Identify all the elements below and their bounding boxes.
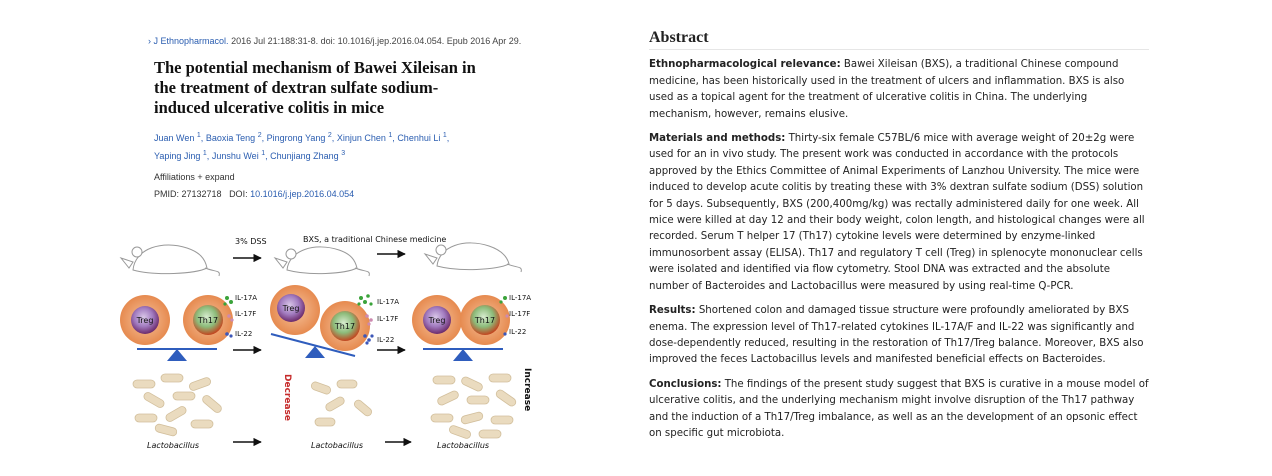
abstract-heading: Abstract: [649, 30, 1149, 50]
doi-link[interactable]: 10.1016/j.jep.2016.04.054: [250, 189, 355, 199]
bacteria-cluster: [431, 374, 517, 440]
il17f-label: IL-17F: [377, 315, 399, 323]
article-ids: PMID: 27132718 DOI: 10.1016/j.jep.2016.04.054: [154, 189, 355, 199]
th17-label: Th17: [474, 316, 496, 325]
lactobacillus-label: Lactobacillus: [147, 441, 200, 450]
mouse-icon: [275, 247, 369, 276]
cell-panel-colitis: [270, 285, 399, 358]
dss-label: 3% DSS: [235, 237, 267, 246]
mouse-icon: [121, 245, 219, 276]
cell-panel-normal: [120, 294, 257, 361]
mouse-icon: [425, 243, 521, 272]
author-link[interactable]: Baoxia Teng $^2$,: [205, 132, 265, 143]
decrease-label: Decrease: [282, 374, 292, 421]
il17a-label: IL-17A: [509, 294, 532, 302]
il17a-label: IL-17A: [377, 298, 400, 306]
pmid: PMID: 27132718: [154, 189, 222, 199]
journal-link[interactable]: › J Ethnopharmacol.: [148, 36, 229, 46]
increase-label: Increase: [522, 368, 532, 412]
author-link[interactable]: Yaping Jing $^1$,: [154, 150, 210, 161]
author-link[interactable]: Chunjiang Zhang $^3$: [270, 150, 346, 161]
il22-label: IL-22: [509, 328, 527, 336]
cell-panel-restored: [412, 294, 531, 361]
lactobacillus-label: Lactobacillus: [311, 441, 364, 450]
il22-label: IL-22: [235, 330, 253, 338]
author-link[interactable]: Juan Wen $^1$,: [154, 132, 204, 143]
bxs-label: BXS, a traditional Chinese medicine: [303, 235, 447, 244]
th17-label: Th17: [334, 322, 356, 331]
affiliations-toggle[interactable]: Affiliations + expand: [154, 172, 235, 182]
author-list: [154, 128, 454, 164]
il17f-label: IL-17F: [509, 310, 531, 318]
treg-label: Treg: [428, 316, 446, 325]
author-link[interactable]: Junshu Wei $^1$,: [211, 150, 268, 161]
abstract-section: Ethnopharmacological relevance: Bawei Xileisan (BXS), a traditional Chinese compound medicine, has been historically used in the treatment of ulcers and inflammation. BXS is also used as a topical agent for the treatment of ulcerative colitis in China. The underlying mechanism, however, remains elusive.: [649, 59, 1125, 120]
il17f-label: IL-17F: [235, 310, 257, 318]
citation-details: 2016 Jul 21:188:31-8. doi: 10.1016/j.jep.2016.04.054. Epub 2016 Apr 29.: [231, 36, 522, 46]
abstract-section: Results: Shortened colon and damaged tissue structure were profoundly ameliorated by BXS enema. The expression level of Th17-related cytokines IL-17A/F and IL-22 was significantly and dose-dependently reduced, resulting in the restoration of Th17/Treg balance. Moreover, BXS also improved the feces Lactobacillus levels and manifested beneficial effects on Bacteroides.: [649, 305, 1144, 366]
bacteria-cluster: [133, 374, 223, 437]
citation-line: [148, 36, 543, 46]
il22-label: IL-22: [377, 336, 395, 344]
author-link[interactable]: Xinjun Chen $^1$,: [336, 132, 395, 143]
article-header: [148, 36, 543, 199]
author-link[interactable]: Chenhui Li $^1$,: [397, 132, 450, 143]
abstract-section: Materials and methods: Thirty-six female C57BL/6 mice with average weight of 20±2g were used for an in vivo study. The present work was conducted in accordance with the protocols approved by the Ethics Committee of Animal Experiments of Lanzhou University. The mice were induced to develop acute colitis by treating these with 3% dextran sulfate sodium (DSS) solution for 5 days. Subsequently, BXS (200,400mg/kg) was rectally administered daily for one week. All mice were killed at day 12 and their body weight, colon length, and histological changes were all recorded. Serum T helper 17 (Th17) cytokine levels were determined by enzyme-linked immunosorbent assay (ELISA). Th17 and regulatory T cell (Treg) in splenocyte mononuclear cells were isolated and identified via flow cytometry. Stool DNA was extracted and the absolute number of Bacteroides and Lactobacillus were measured by using real-time Q-PCR.: [649, 133, 1145, 292]
lactobacillus-label: Lactobacillus: [437, 441, 490, 450]
th17-label: Th17: [197, 316, 219, 325]
bacteria-cluster: [310, 380, 373, 426]
abstract-section: Conclusions: The findings of the present study suggest that BXS is curative in a mouse model of ulcerative colitis, and the underlying mechanism might involve disruption of the Th17 pathway and the induction of a Th17/Treg imbalance, as well as an the development of an opsonic effect on specific gut microbiota.: [649, 378, 1149, 439]
treg-label: Treg: [282, 304, 300, 313]
article-title: The potential mechanism of Bawei Xileisan in the treatment of dextran sulfate sodium-induced ulcerative colitis in mice: [154, 58, 476, 117]
abstract: [649, 30, 1149, 450]
treg-label: Treg: [136, 316, 154, 325]
il17a-label: IL-17A: [235, 294, 258, 302]
author-link[interactable]: Pingrong Yang $^2$,: [266, 132, 335, 143]
graphical-abstract: [115, 224, 545, 464]
expand-link[interactable]: + expand: [197, 172, 235, 182]
